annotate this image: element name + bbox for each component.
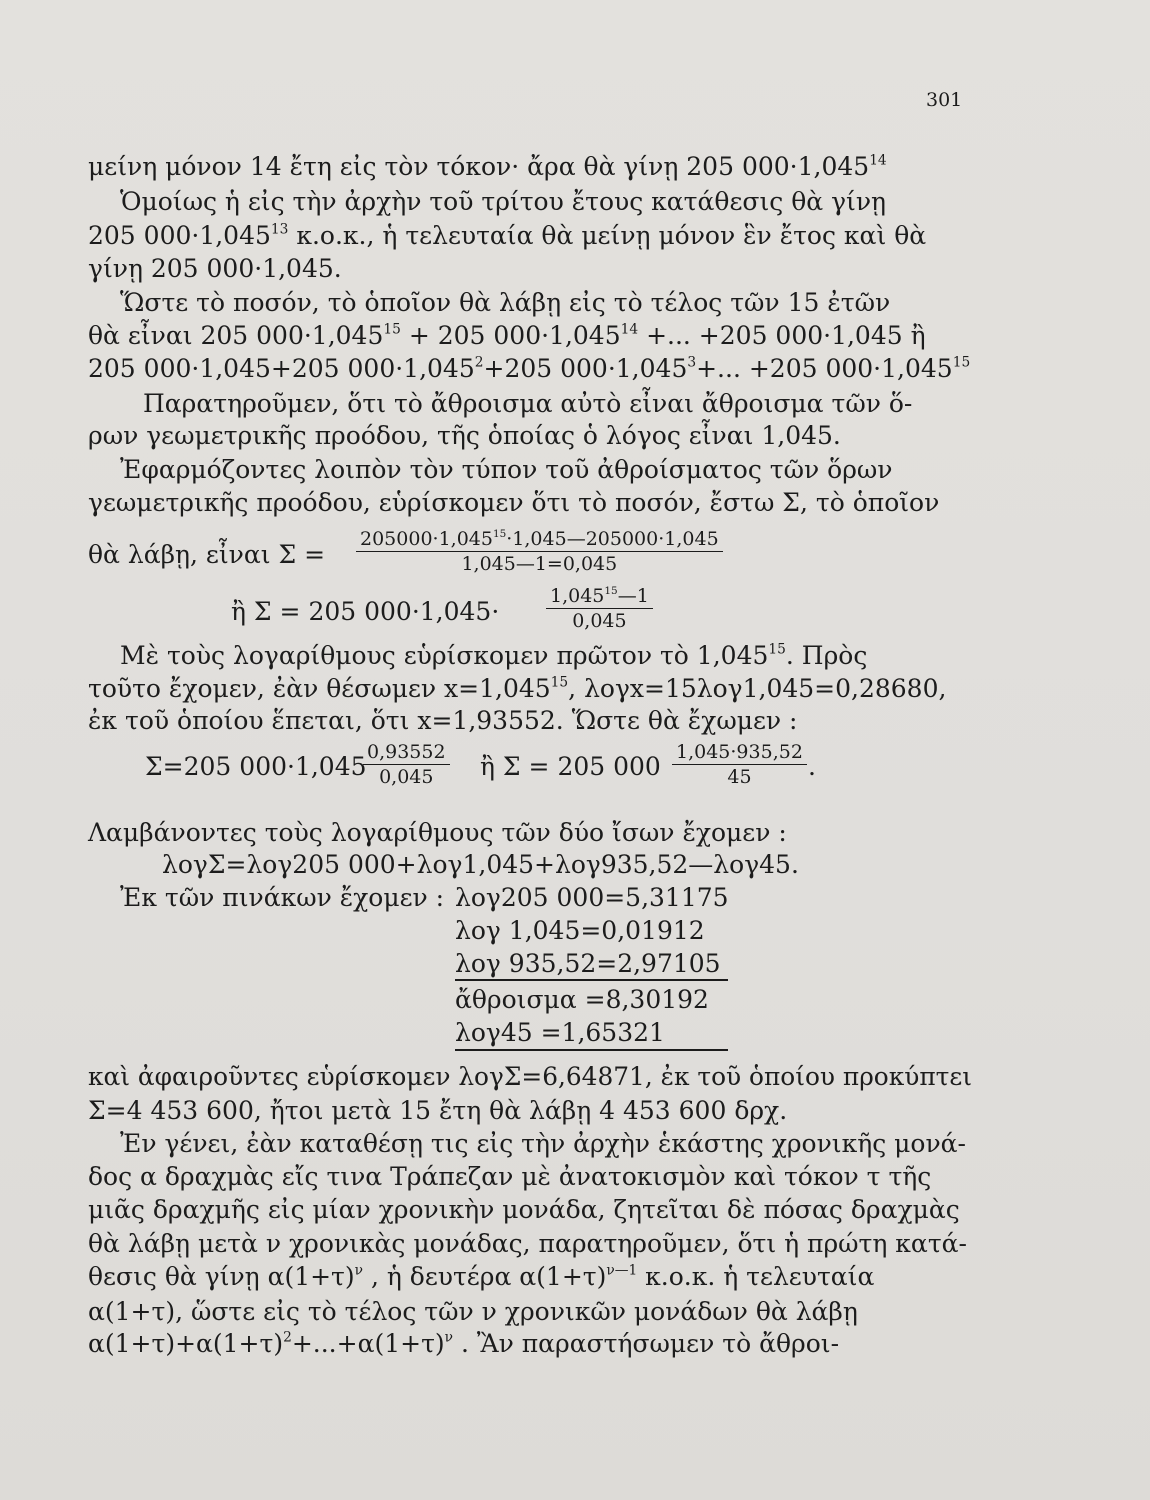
fraction: $\frac{1,045^{15}—1}{0,045}$ xyxy=(546,584,653,633)
page-number: 301 xyxy=(926,89,963,111)
text-line: μιᾶς δραχμῆς εἰς μίαν χρονικὴν μονάδα, ζητεῖται δὲ πόσας δραχμὰς xyxy=(88,1195,960,1224)
text-line: Μὲ τοὺς λογαρίθμους εὑρίσκομεν πρῶτον τὸ 1,045$^{15}$. Πρὸς xyxy=(120,641,868,670)
text-line: Ὁμοίως ἡ εἰς τὴν ἀρχὴν τοῦ τρίτου ἔτους κατάθεσις θὰ γίνῃ xyxy=(120,187,887,216)
formula-middle: ἢ Σ = 205 000 xyxy=(480,752,661,781)
fraction: $\frac{0,93552}{0,045}$ xyxy=(363,740,450,789)
text-line: 205 $000\cdot 1,045^{13}$ κ.ο.κ., ἡ τελευταία θὰ μείνῃ μόνον ἓν ἔτος καὶ θὰ xyxy=(88,221,927,250)
text-line: Σ=4 453 600, ἤτοι μετὰ 15 ἔτη θὰ λάβῃ 4 453 600 δρχ. xyxy=(88,1096,788,1125)
text-line: Λαμβάνοντες τοὺς λογαρίθμους τῶν δύο ἴσων ἔχομεν : xyxy=(88,818,787,847)
formula-lead: Σ=205 000·1,045 xyxy=(145,752,367,781)
formula-lead: ἢ Σ = 205 000·1,045· xyxy=(231,597,500,626)
text-line: λογΣ=λογ205 000+λογ1,045+λογ935,52—λογ45. xyxy=(162,850,799,879)
sum-rule xyxy=(455,979,728,981)
text-line: ἐκ τοῦ ὁποίου ἕπεται, ὅτι x=1,93552. Ὥστε θὰ ἔχωμεν : xyxy=(88,706,798,735)
text-line: θὰ εἶναι 205 $000\cdot 1,045^{15} + 205$ $000\cdot 1,045^{14}$ +... +205 000·1,045 ἢ xyxy=(88,321,926,350)
text-line: Ὥστε τὸ ποσόν, τὸ ὁποῖον θὰ λάβῃ εἰς τὸ τέλος τῶν 15 ἐτῶν xyxy=(120,288,891,317)
table-row: λογ45 =1,65321 xyxy=(455,1018,665,1047)
fraction: $\frac{1,045\cdot 935,52}{45}$ xyxy=(672,740,807,789)
text-line: Ἐν γένει, ἐὰν καταθέσῃ τις εἰς τὴν ἀρχὴν ἑκάστης χρονικῆς μονά- xyxy=(120,1129,966,1158)
text-line: δος α δραχμὰς εἴς τινα Τράπεζαν μὲ ἀνατοκισμὸν καὶ τόκον τ τῆς xyxy=(88,1162,932,1191)
formula-tail: . xyxy=(808,752,816,781)
text-line: θὰ λάβῃ μετὰ ν χρονικὰς μονάδας, παρατηροῦμεν, ὅτι ἡ πρώτη κατά- xyxy=(88,1229,967,1258)
text-line: Παρατηροῦμεν, ὅτι τὸ ἄθροισμα αὐτὸ εἶναι ἄθροισμα τῶν ὅ- xyxy=(143,389,913,418)
table-row: λογ205 000=5,31175 xyxy=(455,883,729,912)
formula-lead: θὰ λάβῃ, εἶναι Σ = xyxy=(88,540,326,569)
fraction: $\frac{205000\cdot 1,045^{15}\cdot 1,045—205000\cdot 1,045}{1,045—1=0,045}$ xyxy=(356,527,723,576)
text-line: $\alpha(1+\tau)+\alpha(1+\tau)^2+...+\alpha(1+\tau)^\nu$ . Ἂν παραστήσωμεν τὸ ἄθροι- xyxy=(88,1329,840,1358)
text-line: γεωμετρικῆς προόδου, εὑρίσκομεν ὅτι τὸ ποσόν, ἔστω Σ, τὸ ὁποῖον xyxy=(88,488,940,517)
table-row: λογ 1,045=0,01912 xyxy=(455,916,705,945)
text-line: καὶ ἀφαιροῦντες εὑρίσκομεν λογΣ=6,64871, ἐκ τοῦ ὁποίου προκύπτει xyxy=(88,1062,973,1091)
text-line: τοῦτο ἔχομεν, ἐὰν θέσωμεν $x=1,045^{15}$, λογx=15λογ1,045=0,28680, xyxy=(88,674,947,703)
text-line: θεσις θὰ γίνῃ $\alpha(1+\tau)^\nu$ , ἡ δευτέρα $\alpha(1+\tau)^{\nu—1}$ κ.ο.κ. ἡ τελευταία xyxy=(88,1262,875,1291)
table-row: λογ 935,52=2,97105 xyxy=(455,949,721,978)
table-row: ἄθροισμα =8,30192 xyxy=(455,985,709,1014)
text-line: 205 000·1,045+205 $000\cdot 1,045^2+205$ $000\cdot 1,045^3+$... +205 $000\cdot 1,045^{15}$ xyxy=(88,354,971,383)
difference-rule xyxy=(455,1049,728,1051)
text-line: α(1+τ), ὥστε εἰς τὸ τέλος τῶν ν χρονικῶν μονάδων θὰ λάβῃ xyxy=(88,1297,858,1326)
table-lead: Ἐκ τῶν πινάκων ἔχομεν : xyxy=(120,883,445,912)
text-line: ρων γεωμετρικῆς προόδου, τῆς ὁποίας ὁ λόγος εἶναι 1,045. xyxy=(88,421,841,450)
text-line: μείνη μόνον 14 ἔτη εἰς τὸν τόκον· ἄρα θὰ γίνῃ 205 $000\cdot 1,045^{14}$ xyxy=(88,152,887,181)
text-line: γίνῃ 205 000·1,045. xyxy=(88,254,342,283)
text-line: Ἐφαρμόζοντες λοιπὸν τὸν τύπον τοῦ ἀθροίσματος τῶν ὅρων xyxy=(120,455,893,484)
